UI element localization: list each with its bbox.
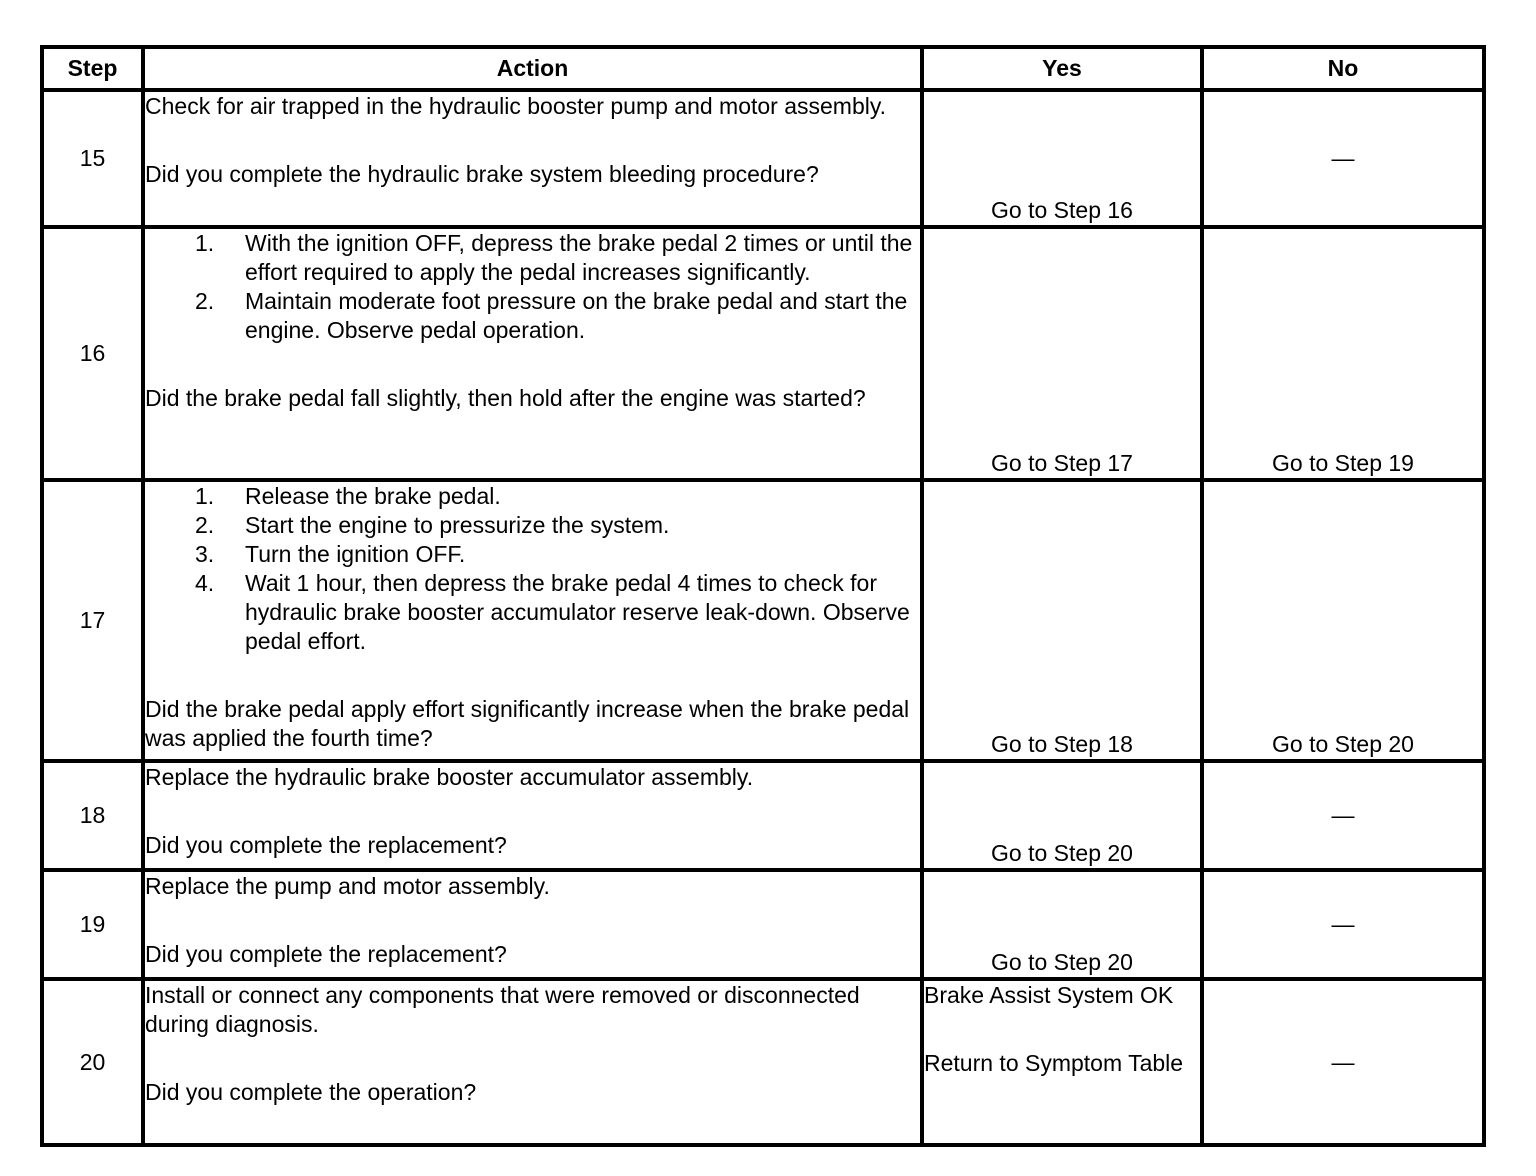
header-row xyxy=(42,47,1484,90)
yes-result-line: Return to Symptom Table xyxy=(924,1050,1184,1076)
action-question: Did you complete the operation? xyxy=(145,1079,477,1105)
no-result: — xyxy=(1202,90,1484,227)
table-row xyxy=(42,761,1484,870)
header-yes: Yes xyxy=(922,47,1202,90)
list-item-text: With the ignition OFF, depress the brake pedal 2 times or until the effort required to apply the pedal increases significantly. xyxy=(245,230,913,285)
no-result: Go to Step 19 xyxy=(1202,227,1484,480)
action-question: Did you complete the hydraulic brake system bleeding procedure? xyxy=(145,161,819,187)
action-cell xyxy=(143,870,922,979)
table-row xyxy=(42,90,1484,227)
no-result: — xyxy=(1202,761,1484,870)
action-steps-list xyxy=(145,229,920,345)
list-item-text: Maintain moderate foot pressure on the brake pedal and start the engine. Observe pedal operation. xyxy=(245,288,908,343)
action-cell xyxy=(143,979,922,1145)
list-item-number: 1. xyxy=(195,483,215,509)
step-number: 15 xyxy=(42,90,143,227)
step-number: 16 xyxy=(42,227,143,480)
list-item-text: Release the brake pedal. xyxy=(245,483,501,509)
list-item-text: Start the engine to pressurize the system. xyxy=(245,512,670,538)
header-step: Step xyxy=(42,47,143,90)
yes-result: Go to Step 18 xyxy=(922,480,1202,761)
list-item-number: 3. xyxy=(195,541,215,567)
table-row xyxy=(42,480,1484,761)
list-item xyxy=(145,229,920,287)
header-action: Action xyxy=(143,47,922,90)
action-cell xyxy=(143,227,922,480)
action-question: Did you complete the replacement? xyxy=(145,832,507,858)
action-cell xyxy=(143,90,922,227)
yes-result-line: Brake Assist System OK xyxy=(924,982,1174,1008)
yes-result: Go to Step 16 xyxy=(922,90,1202,227)
list-item xyxy=(145,540,920,569)
list-item-number: 4. xyxy=(195,570,215,596)
yes-result xyxy=(922,979,1202,1145)
action-steps-list xyxy=(145,482,920,656)
list-item xyxy=(145,511,920,540)
yes-result: Go to Step 20 xyxy=(922,761,1202,870)
step-number: 17 xyxy=(42,480,143,761)
action-cell xyxy=(143,480,922,761)
list-item-number: 2. xyxy=(195,288,215,314)
table-row xyxy=(42,870,1484,979)
list-item-text: Turn the ignition OFF. xyxy=(245,541,466,567)
header-no: No xyxy=(1202,47,1484,90)
yes-result: Go to Step 20 xyxy=(922,870,1202,979)
action-instruction: Replace the hydraulic brake booster accumulator assembly. xyxy=(145,764,754,790)
list-item-number: 1. xyxy=(195,230,215,256)
no-result: — xyxy=(1202,979,1484,1145)
action-instruction: Install or connect any components that were removed or disconnected during diagnosis. xyxy=(145,982,860,1037)
table-row xyxy=(42,979,1484,1145)
list-item xyxy=(145,287,920,345)
yes-result: Go to Step 17 xyxy=(922,227,1202,480)
no-result: Go to Step 20 xyxy=(1202,480,1484,761)
action-instruction: Check for air trapped in the hydraulic booster pump and motor assembly. xyxy=(145,93,887,119)
action-question: Did you complete the replacement? xyxy=(145,941,507,967)
action-question: Did the brake pedal fall slightly, then hold after the engine was started? xyxy=(145,385,866,411)
step-number: 19 xyxy=(42,870,143,979)
list-item xyxy=(145,482,920,511)
no-result: — xyxy=(1202,870,1484,979)
list-item-number: 2. xyxy=(195,512,215,538)
action-instruction: Replace the pump and motor assembly. xyxy=(145,873,550,899)
list-item xyxy=(145,569,920,656)
step-number: 18 xyxy=(42,761,143,870)
table-row xyxy=(42,227,1484,480)
action-question: Did the brake pedal apply effort significantly increase when the brake pedal was applied the fourth time? xyxy=(145,696,910,751)
action-cell xyxy=(143,761,922,870)
step-number: 20 xyxy=(42,979,143,1145)
list-item-text: Wait 1 hour, then depress the brake pedal 4 times to check for hydraulic brake booster accumulator reserve leak-down. Observe pedal effort. xyxy=(245,570,910,654)
diagnostic-table xyxy=(40,45,1486,1147)
